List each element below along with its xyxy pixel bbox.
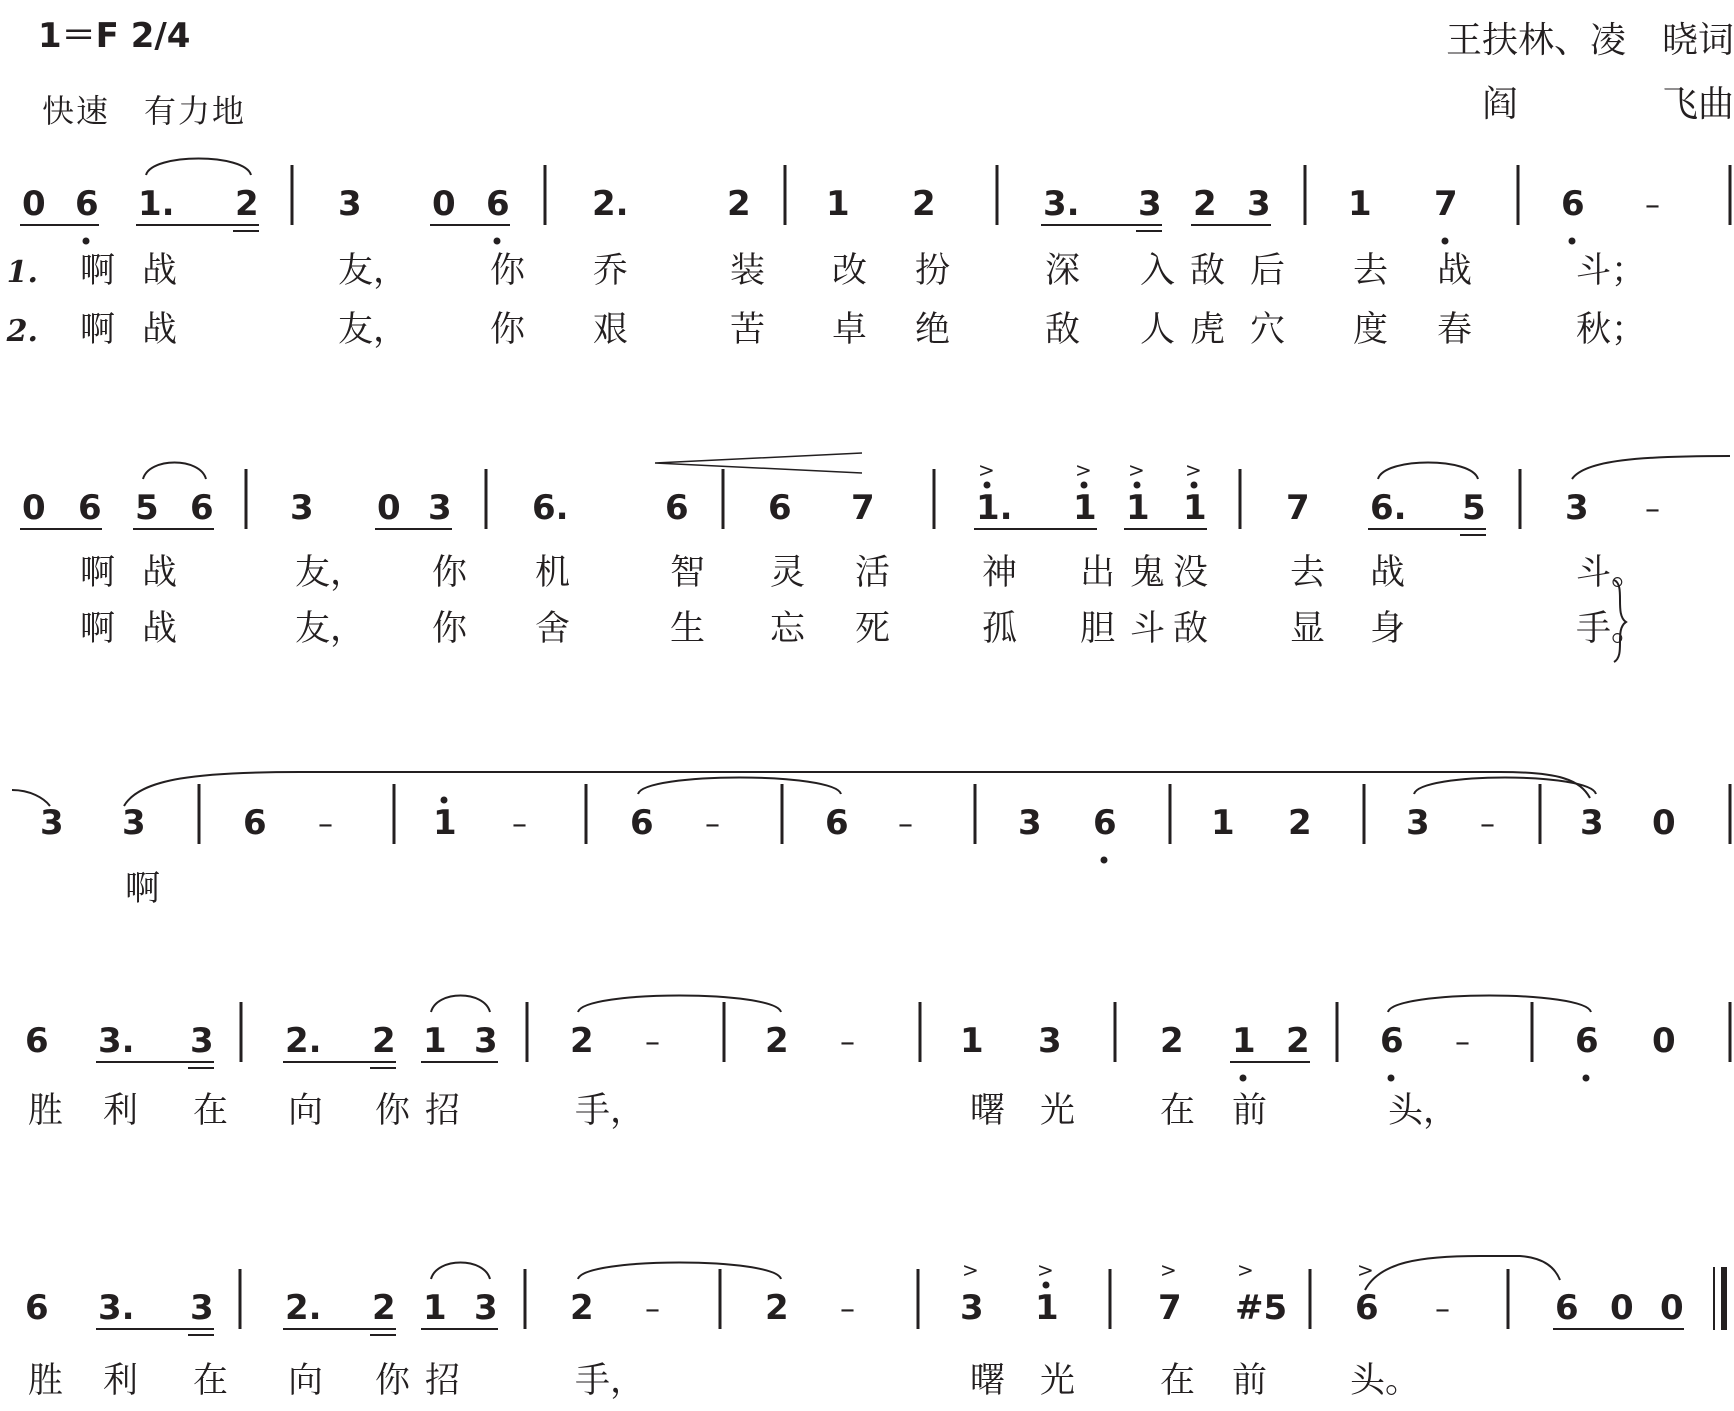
- s1-m4-n2: 2: [912, 184, 936, 224]
- s5-m5-n1: 3: [960, 1288, 984, 1328]
- s1-lyric-2-4: 你: [490, 310, 526, 350]
- s2-lyric-2-6: 生: [670, 609, 706, 649]
- key-time-label: 1＝F 2/4: [38, 16, 191, 56]
- s1-lyric-2-1: 啊: [80, 310, 116, 350]
- s3-m7-n1: 1: [1211, 803, 1235, 843]
- s4-m1-n3: 3: [190, 1021, 214, 1061]
- s4-low-dot-2: [1388, 1075, 1395, 1082]
- s1-lyric-2-10: 人: [1140, 310, 1176, 350]
- crescendo-hairpin: [655, 453, 862, 473]
- s4-m6-n1: 2: [1160, 1021, 1184, 1061]
- s2-lyric-2-14: 身: [1370, 609, 1406, 649]
- system-s2: [20, 458, 1660, 649]
- s1-verse-number-1: 1.: [6, 255, 38, 290]
- s2-lyric-1-12: 没: [1173, 553, 1209, 593]
- s2-m1-n3: 5: [135, 488, 159, 528]
- s3-long-slur: [124, 772, 1590, 806]
- s3-m4-n2-dash: –: [705, 807, 720, 842]
- s1-lyric-2-6: 苦: [730, 310, 766, 350]
- s5-m2-n1: 2.: [285, 1288, 322, 1328]
- s5-lyric-1-8: 曙: [970, 1361, 1006, 1401]
- s2-slur-2: [1378, 463, 1478, 480]
- s3-m9-n1: 3: [1580, 803, 1604, 843]
- s1-lyric-1-12: 后: [1250, 251, 1286, 291]
- s2-lyric-1-9: 神: [982, 553, 1018, 593]
- s2-m5-n3: 1: [1126, 488, 1150, 528]
- s2-lyric-1-10: 出: [1080, 553, 1116, 593]
- s4-m6-n2: 1: [1232, 1021, 1256, 1061]
- s1-lyric-2-2: 战: [142, 310, 178, 350]
- s1-lyric-1-6: 装: [730, 251, 766, 291]
- s2-lyric-1-14: 战: [1370, 553, 1406, 593]
- s5-m2-n4: 3: [474, 1288, 498, 1328]
- s2-m1-n4: 6: [190, 488, 214, 528]
- s1-lyric-1-10: 入: [1140, 251, 1176, 291]
- s4-slur-3: [1388, 996, 1591, 1013]
- s2-lyric-2-5: 舍: [535, 609, 571, 649]
- s1-lyric-1-13: 去: [1353, 251, 1389, 291]
- s1-lyric-2-9: 敌: [1045, 310, 1081, 350]
- s1-m5-n4: 3: [1247, 184, 1271, 224]
- s5-tie-end: [1365, 1256, 1560, 1290]
- s2-m5-n2: 1: [1073, 488, 1097, 528]
- s5-m6-n1: 7: [1158, 1288, 1182, 1328]
- s3-m4-n1: 6: [630, 803, 654, 843]
- s2-m2-n1: 3: [290, 488, 314, 528]
- s4-m6-n3: 2: [1286, 1021, 1310, 1061]
- s1-lyric-2-8: 绝: [915, 310, 951, 350]
- s2-m1-n2: 6: [78, 488, 102, 528]
- s4-lyric-1-10: 在: [1160, 1091, 1196, 1131]
- s1-m5-n3: 2: [1193, 184, 1217, 224]
- s4-m5-n2: 3: [1038, 1021, 1062, 1061]
- s2-m5-n1: 1.: [976, 488, 1013, 528]
- s5-m8-n3: 0: [1660, 1288, 1684, 1328]
- s5-lyric-1-2: 利: [103, 1361, 139, 1401]
- system-s1: [6, 159, 1730, 351]
- s2-lyric-1-3: 友，: [295, 553, 366, 593]
- s2-lyric-1-7: 灵: [770, 553, 806, 593]
- s2-high-dot-2: [1081, 482, 1088, 489]
- s1-lyric-1-11: 敌: [1190, 251, 1226, 291]
- s1-m1-n4: 2: [235, 184, 259, 224]
- s5-m1-n2: 3.: [98, 1288, 135, 1328]
- s1-low-dot-3: [1442, 238, 1449, 245]
- tempo-marking: 快速 有力地: [42, 92, 247, 130]
- s4-m2-n4: 3: [474, 1021, 498, 1061]
- s2-lyric-2-12: 敌: [1173, 609, 1209, 649]
- s5-m2-n2: 2: [372, 1288, 396, 1328]
- s2-lyric-1-4: 你: [432, 553, 468, 593]
- s5-m4-n1: 2: [765, 1288, 789, 1328]
- s2-lyric-2-4: 你: [432, 609, 468, 649]
- s2-high-dot-4: [1191, 482, 1198, 489]
- s4-lyric-1-1: 胜: [28, 1091, 64, 1131]
- s4-lyric-1-8: 曙: [970, 1091, 1006, 1131]
- s1-m6-n1: 1: [1348, 184, 1372, 224]
- s2-lyric-2-13: 显: [1290, 609, 1326, 649]
- s1-m5-n2: 3: [1138, 184, 1162, 224]
- s2-m2-n3: 3: [428, 488, 452, 528]
- s2-accent-4: >: [1185, 458, 1202, 482]
- s5-lyric-1-3: 在: [193, 1361, 229, 1401]
- s5-accent-4: >: [1237, 1258, 1254, 1282]
- s1-lyric-1-9: 深: [1045, 251, 1081, 291]
- s1-m2-n3: 6: [486, 184, 510, 224]
- s1-m7-n2-dash: –: [1645, 188, 1660, 223]
- s5-slur-1: [431, 1263, 490, 1280]
- s1-lyric-2-14: 春: [1437, 310, 1473, 350]
- s4-lyric-1-7: 手，: [575, 1091, 646, 1131]
- s4-slur-1: [431, 996, 490, 1013]
- s3-m8-n1: 3: [1406, 803, 1430, 843]
- s5-m7-n1: 6: [1355, 1288, 1379, 1328]
- s3-m5-n1: 6: [825, 803, 849, 843]
- s2-lyric-1-2: 战: [142, 553, 178, 593]
- s3-m5-n2-dash: –: [898, 807, 913, 842]
- s4-m1-n1: 6: [25, 1021, 49, 1061]
- s3-m9-n2: 0: [1652, 803, 1676, 843]
- s2-m3-n1: 6.: [532, 488, 569, 528]
- s1-m3-n1: 2.: [592, 184, 629, 224]
- s1-low-dot-4: [1569, 238, 1576, 245]
- s4-m1-n2: 3.: [98, 1021, 135, 1061]
- s4-m5-n1: 1: [960, 1021, 984, 1061]
- s4-m8-n2: 0: [1652, 1021, 1676, 1061]
- s4-lyric-1-9: 光: [1040, 1091, 1076, 1131]
- s4-lyric-1-5: 你: [375, 1091, 411, 1131]
- s2-lyric-2-8: 死: [855, 609, 891, 649]
- s2-accent-2: >: [1075, 458, 1092, 482]
- s4-lyric-1-6: 招: [425, 1091, 461, 1131]
- s2-m4-n1: 6: [768, 488, 792, 528]
- s5-m1-n1: 6: [25, 1288, 49, 1328]
- s4-lyric-1-11: 前: [1232, 1091, 1268, 1131]
- s1-lyric-2-13: 度: [1353, 310, 1389, 350]
- s5-m4-n2-dash: –: [840, 1292, 855, 1327]
- s5-lyric-1-9: 光: [1040, 1361, 1076, 1401]
- s1-m1-n3: 1.: [138, 184, 175, 224]
- s3-slur-1: [638, 778, 841, 795]
- s1-lyric-2-12: 穴: [1250, 310, 1286, 350]
- s1-lyric-1-15: 斗；: [1576, 251, 1647, 291]
- s2-lyric-1-5: 机: [535, 553, 571, 593]
- s1-m4-n1: 1: [826, 184, 850, 224]
- s1-lyric-2-11: 虎: [1190, 310, 1226, 350]
- s5-accent-5: >: [1357, 1258, 1374, 1282]
- s4-m4-n2-dash: –: [840, 1025, 855, 1060]
- s1-slur-1: [146, 159, 251, 176]
- s5-lyric-1-7: 手，: [575, 1361, 646, 1401]
- s4-lyric-1-3: 在: [193, 1091, 229, 1131]
- s3-m1-n1: 3: [40, 803, 64, 843]
- s2-m6-n3: 5: [1462, 488, 1486, 528]
- s1-lyric-2-3: 友，: [338, 310, 409, 350]
- s2-lyric-2-15: 手。: [1576, 609, 1647, 649]
- s4-m8-n1: 6: [1575, 1021, 1599, 1061]
- s5-lyric-1-1: 胜: [28, 1361, 64, 1401]
- system-s4: [25, 996, 1730, 1132]
- s2-m6-n2: 6.: [1370, 488, 1407, 528]
- system-s3: [40, 778, 1730, 910]
- s4-m3-n1: 2: [570, 1021, 594, 1061]
- s2-high-dot-3: [1134, 482, 1141, 489]
- s2-m2-n2: 0: [377, 488, 401, 528]
- s2-high-dot-1: [984, 482, 991, 489]
- s5-m2-n3: 1: [423, 1288, 447, 1328]
- s2-lyric-2-11: 斗: [1130, 609, 1166, 649]
- s4-lyric-1-4: 向: [288, 1091, 324, 1131]
- s2-lyric-1-11: 鬼: [1130, 553, 1166, 593]
- s2-lyric-2-3: 友，: [295, 609, 366, 649]
- s3-lyric-1-1: 啊: [125, 869, 161, 909]
- s5-accent-2: >: [1037, 1258, 1054, 1282]
- lyricist-credit: 王扶林、凌 晓词: [1445, 20, 1734, 61]
- s1-lyric-2-15: 秋；: [1576, 310, 1647, 350]
- s2-m5-n4: 1: [1183, 488, 1207, 528]
- s2-lyric-1-8: 活: [855, 553, 891, 593]
- s5-m1-n3: 3: [190, 1288, 214, 1328]
- s2-m7-n1: 3: [1565, 488, 1589, 528]
- s3-m3-n2-dash: –: [512, 807, 527, 842]
- s5-m8-n2: 0: [1610, 1288, 1634, 1328]
- s5-accent-1: >: [962, 1258, 979, 1282]
- s5-m3-n2-dash: –: [645, 1292, 660, 1327]
- s1-lyric-1-1: 啊: [80, 251, 116, 291]
- s4-low-dot-3: [1583, 1075, 1590, 1082]
- s2-lyric-2-2: 战: [142, 609, 178, 649]
- s4-m2-n3: 1: [423, 1021, 447, 1061]
- s2-lyric-2-10: 胆: [1080, 609, 1116, 649]
- s5-lyric-1-6: 招: [425, 1361, 461, 1401]
- s2-m4-n2: 7: [851, 488, 875, 528]
- s4-low-dot-1: [1240, 1075, 1247, 1082]
- s4-lyric-1-2: 利: [103, 1091, 139, 1131]
- s1-lyric-1-8: 扮: [915, 251, 951, 291]
- s5-lyric-1-10: 在: [1160, 1361, 1196, 1401]
- s5-m3-n1: 2: [570, 1288, 594, 1328]
- s4-slur-2: [578, 996, 781, 1013]
- s4-m7-n1: 6: [1380, 1021, 1404, 1061]
- s2-slur-1: [143, 463, 206, 480]
- s1-lyric-2-7: 卓: [832, 310, 868, 350]
- s3-m7-n2: 2: [1288, 803, 1312, 843]
- s2-lyric-2-1: 啊: [80, 609, 116, 649]
- s3-m6-n2: 6: [1093, 803, 1117, 843]
- s2-lyric-1-6: 智: [670, 553, 706, 593]
- s1-lyric-1-3: 友，: [338, 251, 409, 291]
- s5-m6-n2: #5: [1235, 1288, 1288, 1328]
- s5-lyric-1-12: 头。: [1350, 1361, 1421, 1401]
- s3-m6-n1: 3: [1018, 803, 1042, 843]
- s1-low-dot-1: [83, 238, 90, 245]
- s1-verse-number-2: 2.: [6, 314, 38, 349]
- s5-slur-2: [578, 1263, 781, 1280]
- s5-lyric-1-4: 向: [288, 1361, 324, 1401]
- s1-m1-n2: 6: [75, 184, 99, 224]
- s2-accent-1: >: [978, 458, 995, 482]
- s2-m1-n1: 0: [22, 488, 46, 528]
- s2-m6-n1: 7: [1286, 488, 1310, 528]
- s3-m3-n1: 1: [433, 803, 457, 843]
- s4-lyric-1-12: 头，: [1388, 1091, 1459, 1131]
- s4-m3-n2-dash: –: [645, 1025, 660, 1060]
- s3-m2-n1: 6: [243, 803, 267, 843]
- s2-m7-n2-dash: –: [1645, 492, 1660, 527]
- s1-m6-n2: 7: [1434, 184, 1458, 224]
- s2-accent-3: >: [1128, 458, 1145, 482]
- s5-accent-3: >: [1160, 1258, 1177, 1282]
- s1-m2-n1: 3: [338, 184, 362, 224]
- s2-lyric-2-7: 忘: [770, 609, 806, 649]
- s2-lyric-1-15: 斗。: [1576, 553, 1647, 593]
- s2-tie-out: [1572, 456, 1730, 479]
- s3-m1-n2: 3: [122, 803, 146, 843]
- s3-m2-n2-dash: –: [318, 807, 333, 842]
- s4-m2-n2: 2: [372, 1021, 396, 1061]
- s1-low-dot-2: [494, 238, 501, 245]
- s1-m1-n1: 0: [22, 184, 46, 224]
- s3-m8-n2-dash: –: [1480, 807, 1495, 842]
- s1-lyric-1-7: 改: [832, 251, 868, 291]
- s1-m2-n2: 0: [432, 184, 456, 224]
- s2-lyric-1-13: 去: [1290, 553, 1326, 593]
- s1-lyric-1-14: 战: [1437, 251, 1473, 291]
- s1-lyric-2-5: 艰: [593, 310, 629, 350]
- s1-m3-n2: 2: [727, 184, 751, 224]
- composer-credit: 阎 飞曲: [1481, 84, 1734, 125]
- s1-lyric-1-4: 你: [490, 251, 526, 291]
- s1-lyric-1-2: 战: [142, 251, 178, 291]
- s1-lyric-1-5: 乔: [593, 251, 629, 291]
- s4-m4-n1: 2: [765, 1021, 789, 1061]
- s5-m8-n1: 6: [1555, 1288, 1579, 1328]
- s1-m7-n1: 6: [1561, 184, 1585, 224]
- s5-lyric-1-11: 前: [1232, 1361, 1268, 1401]
- system-s5: [25, 1258, 1684, 1401]
- s5-m7-n2-dash: –: [1435, 1292, 1450, 1327]
- s1-m5-n1: 3.: [1043, 184, 1080, 224]
- s3-low-dot-1: [1101, 857, 1108, 864]
- s4-m2-n1: 2.: [285, 1021, 322, 1061]
- s4-m7-n2-dash: –: [1455, 1025, 1470, 1060]
- s5-high-dot-1: [1043, 1282, 1050, 1289]
- s3-high-dot-1: [441, 797, 448, 804]
- s2-m3-n2: 6: [665, 488, 689, 528]
- s5-lyric-1-5: 你: [375, 1361, 411, 1401]
- s5-m5-n2: 1: [1035, 1288, 1059, 1328]
- s2-lyric-1-1: 啊: [80, 553, 116, 593]
- s2-lyric-2-9: 孤: [982, 609, 1018, 649]
